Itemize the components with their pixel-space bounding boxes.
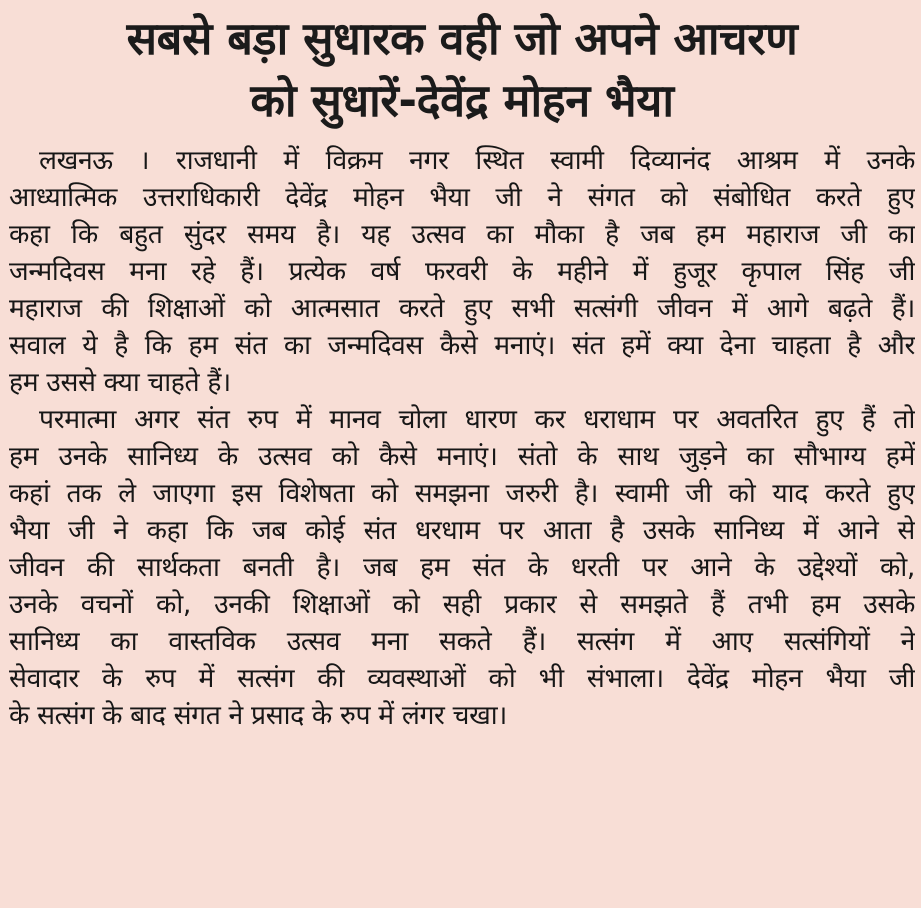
- article-line: भैया जी ने कहा कि जब कोई संत धरधाम पर आता है उसके सानिध्य में आने से: [9, 515, 915, 546]
- article-line: सवाल ये है कि हम संत का जन्मदिवस कैसे मनाएं। संत हमें क्या देना चाहता है और: [9, 330, 915, 361]
- article-line: महाराज की शिक्षाओं को आत्मसात करते हुए सभी सत्संगी जीवन में आगे बढ़ते हैं।: [9, 293, 915, 324]
- headline: [9, 8, 915, 132]
- article-line: लखनऊ । राजधानी में विक्रम नगर स्थित स्वामी दिव्यानंद आश्रम में उनके: [39, 145, 915, 176]
- article-line: के सत्संग के बाद संगत ने प्रसाद के रुप में लंगर चखा।: [9, 700, 507, 731]
- article-line: सानिध्य का वास्तविक उत्सव मना सकते हैं। सत्संग में आए सत्संगियों ने: [9, 626, 915, 657]
- article-line: उनके वचनों को, उनकी शिक्षाओं को सही प्रकार से समझते हैं तभी हम उसके: [9, 589, 915, 620]
- article-line: कहा कि बहुत सुंदर समय है। यह उत्सव का मौका है जब हम महाराज जी का: [9, 219, 915, 250]
- article-line: हम उससे क्या चाहते हैं।: [9, 367, 231, 398]
- headline-line: सबसे बड़ा सुधारक वही जो अपने आचरण: [126, 12, 798, 65]
- article-line: जन्मदिवस मना रहे हैं। प्रत्येक वर्ष फरवरी के महीने में हुजूर कृपाल सिंह जी: [9, 256, 915, 287]
- article-line: हम उनके सानिध्य के उत्सव को कैसे मनाएं। संतो के साथ जुड़ने का सौभाग्य हमें: [9, 441, 915, 472]
- article-line: सेवादार के रुप में सत्संग की व्यवस्थाओं को भी संभाला। देवेंद्र मोहन भैया जी: [9, 663, 915, 694]
- article-line: परमात्मा अगर संत रुप में मानव चोला धारण कर धराधाम पर अवतरित हुए हैं तो: [39, 404, 915, 435]
- article-line: आध्यात्मिक उत्तराधिकारी देवेंद्र मोहन भैया जी ने संगत को संबोधित करते हुए: [9, 182, 915, 213]
- article-line: कहां तक ले जाएगा इस विशेषता को समझना जरुरी है। स्वामी जी को याद करते हुए: [9, 478, 915, 509]
- headline-line: को सुधारें-देवेंद्र मोहन भैया: [250, 74, 674, 127]
- article-line: जीवन की सार्थकता बनती है। जब हम संत के धरती पर आने के उद्देश्यों को,: [9, 552, 915, 583]
- article-body: [9, 142, 915, 734]
